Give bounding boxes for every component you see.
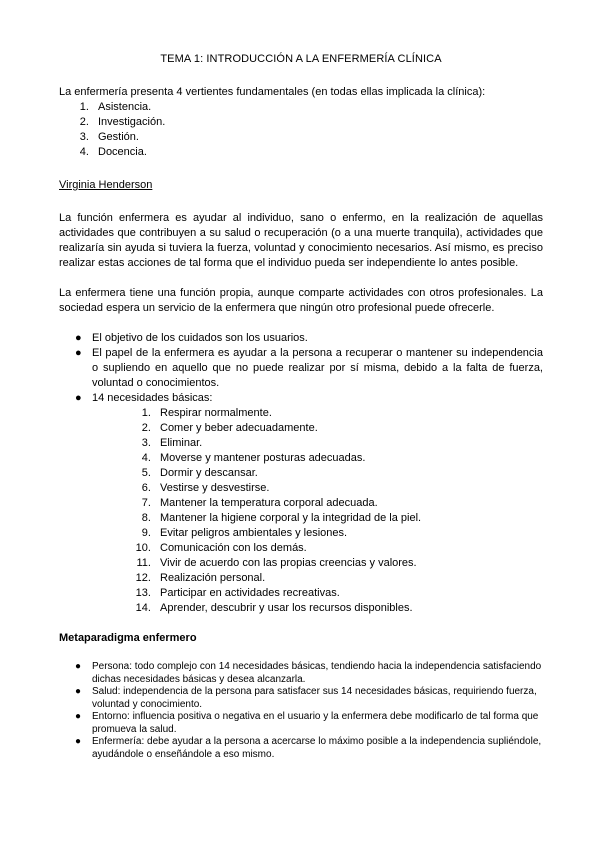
list-item: 1. Respirar normalmente. xyxy=(154,406,543,421)
list-item: 7. Mantener la temperatura corporal adecuada. xyxy=(154,496,543,511)
list-item xyxy=(75,346,543,391)
document-page xyxy=(59,52,543,761)
list-item: 8. Mantener la higiene corporal y la integridad de la piel. xyxy=(154,511,543,526)
section-heading-metaparadigma: Metaparadigma enfermero xyxy=(59,632,197,644)
paragraph: La enfermera tiene una función propia, aunque comparte actividades con otros profesionales. La sociedad espera un servicio de la enfermera que ningún otro profesional puede ofrecerle. xyxy=(59,287,543,314)
intro-text: La enfermería presenta 4 vertientes fundamentales (en todas ellas implicada la clínica): xyxy=(59,86,486,98)
list-item xyxy=(75,661,543,686)
paragraph: La función enfermera es ayudar al individuo, sano o enfermo, en la realización de aquellas actividades que contribuyen a su salud o recuperación (o a una muerte tranquila), actividades que realizaría sin ayuda si tuviera la fuerza, voluntad y conocimiento necesarios. Así mismo, es preciso realizar estas acciones de tal forma que el individuo pueda ser independiente lo antes posible. xyxy=(59,212,543,269)
bullet-icon: ● xyxy=(75,347,82,359)
bullet-icon: ● xyxy=(75,711,82,722)
list-item: 14. Aprender, descubrir y usar los recursos disponibles. xyxy=(154,601,543,616)
list-item: 2. Comer y beber adecuadamente. xyxy=(154,421,543,436)
list-item: 3. Gestión. xyxy=(92,130,543,145)
list-item: 5. Dormir y descansar. xyxy=(154,466,543,481)
vertientes-list xyxy=(59,100,543,160)
list-item xyxy=(75,711,543,736)
list-item: 4. Moverse y mantener posturas adecuadas. xyxy=(154,451,543,466)
list-item-text: Entorno: influencia positiva o negativa en el usuario y la enfermera debe modificarlo de tal forma que promueva la salud. xyxy=(92,711,539,735)
list-item xyxy=(75,736,543,761)
bullet-icon: ● xyxy=(75,661,82,672)
list-item-text: 14 necesidades básicas: xyxy=(92,392,213,404)
list-item: 3. Eliminar. xyxy=(154,436,543,451)
list-item xyxy=(75,331,543,346)
list-item: 2. Investigación. xyxy=(92,115,543,130)
list-item: 9. Evitar peligros ambientales y lesiones. xyxy=(154,526,543,541)
bullet-icon: ● xyxy=(75,332,82,344)
list-item-text: Salud: independencia de la persona para satisfacer sus 14 necesidades básicas, requiriendo fuerza, voluntad y conocimiento. xyxy=(92,686,537,710)
bullet-icon: ● xyxy=(75,686,82,697)
bullet-icon: ● xyxy=(75,736,82,747)
list-item xyxy=(75,686,543,711)
list-item-text: El objetivo de los cuidados son los usuarios. xyxy=(92,332,308,344)
list-item-text: Enfermería: debe ayudar a la persona a acercarse lo máximo posible a la independencia supliéndole, ayudándole o enseñándole a eso mismo. xyxy=(92,736,542,760)
list-item: 10. Comunicación con los demás. xyxy=(154,541,543,556)
list-item: 11. Vivir de acuerdo con las propias creencias y valores. xyxy=(154,556,543,571)
list-item: 1. Asistencia. xyxy=(92,100,543,115)
bullet-list xyxy=(59,331,543,616)
list-item-text: Persona: todo complejo con 14 necesidades básicas, tendiendo hacia la independencia satisfaciendo dichas necesidades básicas y desea alcanzarla. xyxy=(92,661,542,685)
section-heading-author: Virginia Henderson xyxy=(59,179,153,191)
needs-list xyxy=(92,406,543,616)
list-item: 6. Vestirse y desvestirse. xyxy=(154,481,543,496)
page-title: TEMA 1: INTRODUCCIÓN A LA ENFERMERÍA CLÍNICA xyxy=(160,53,442,65)
list-item-text: El papel de la enfermera es ayudar a la persona a recuperar o mantener su independencia o supliendo en aquello que no puede realizar por sí misma, debido a la falta de fuerza, voluntad o conocimientos. xyxy=(92,347,543,389)
list-item: 13. Participar en actividades recreativas. xyxy=(154,586,543,601)
list-item: 4. Docencia. xyxy=(92,145,543,160)
list-item: 12. Realización personal. xyxy=(154,571,543,586)
metaparadigma-list xyxy=(59,661,543,761)
bullet-icon: ● xyxy=(75,392,82,404)
list-item xyxy=(75,391,543,616)
